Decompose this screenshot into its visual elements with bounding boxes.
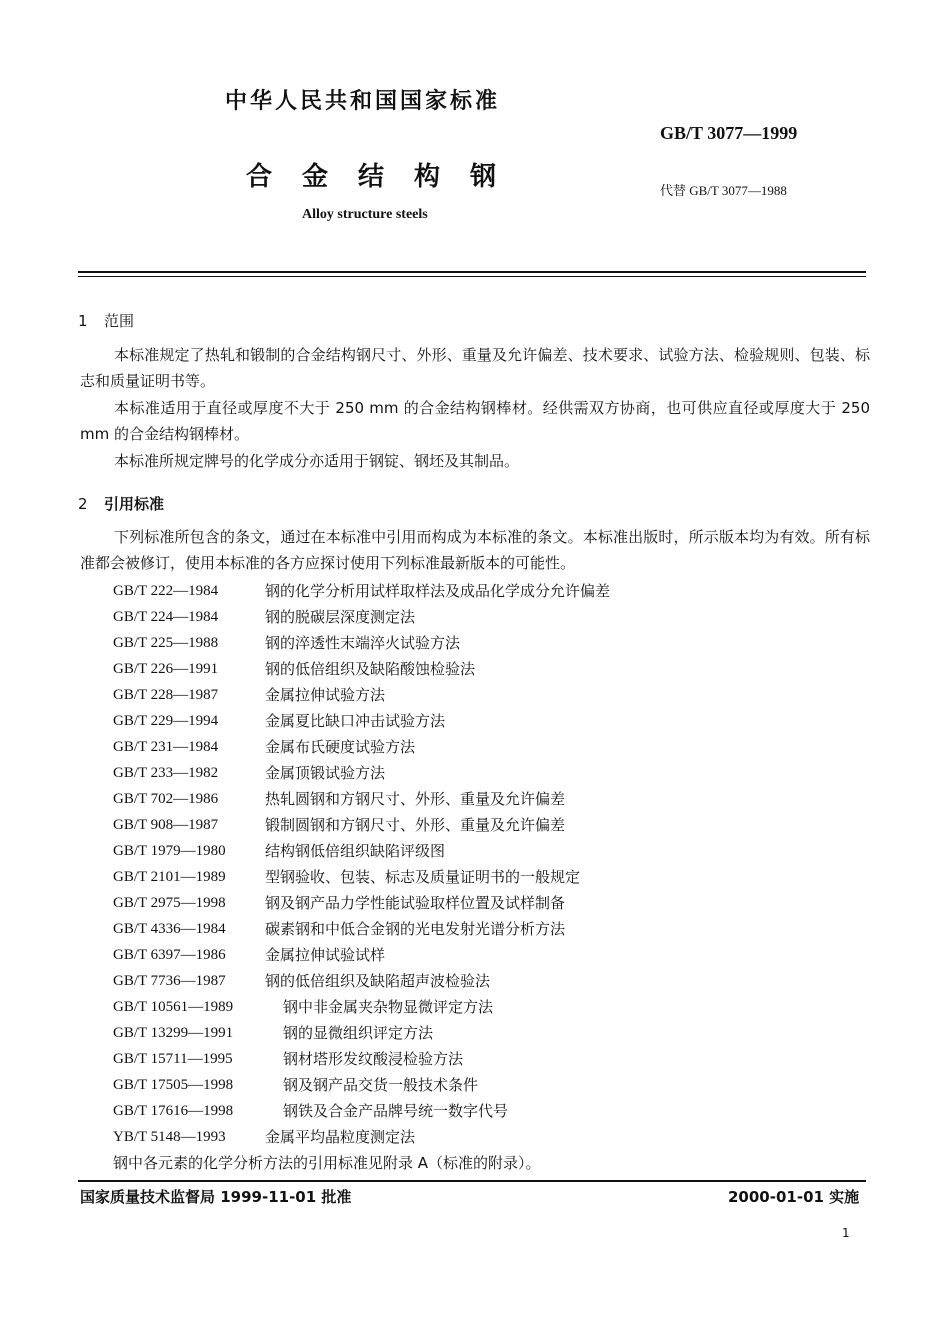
reference-item [113, 1124, 610, 1150]
reference-item [113, 942, 610, 968]
reference-title: 钢及钢产品交货一般技术条件 [283, 1076, 479, 1094]
reference-code: GB/T 702—1986 [113, 791, 219, 807]
reference-title: 钢中非金属夹杂物显微评定方法 [283, 998, 494, 1016]
effective-date: 2000-01-01 实施 [728, 1188, 860, 1206]
reference-code: GB/T 233—1982 [113, 765, 219, 781]
section-heading-scope [78, 310, 134, 331]
reference-item [113, 708, 610, 734]
reference-code: GB/T 2101—1989 [113, 869, 226, 885]
reference-item [113, 786, 610, 812]
reference-title: 型钢验收、包装、标志及质量证明书的一般规定 [265, 868, 581, 886]
reference-title: 金属平均晶粒度测定法 [265, 1128, 416, 1146]
reference-code: YB/T 5148—1993 [113, 1129, 226, 1145]
reference-title: 钢的低倍组织及缺陷酸蚀检验法 [265, 660, 476, 678]
reference-code: GB/T 228—1987 [113, 687, 219, 703]
reference-item [113, 682, 610, 708]
reference-code: GB/T 15711—1995 [113, 1051, 233, 1067]
reference-code: GB/T 7736—1987 [113, 973, 226, 989]
reference-title: 钢的脱碳层深度测定法 [265, 608, 416, 626]
reference-code: GB/T 10561—1989 [113, 999, 234, 1015]
reference-code: GB/T 17505—1998 [113, 1077, 234, 1093]
reference-item [113, 1072, 610, 1098]
reference-title: 钢的化学分析用试样取样法及成品化学成分允许偏差 [265, 582, 611, 600]
reference-code: GB/T 17616—1998 [113, 1103, 234, 1119]
reference-code: GB/T 224—1984 [113, 609, 219, 625]
section-number: 1 [78, 312, 88, 330]
reference-title: 金属顶锻试验方法 [265, 764, 386, 782]
header-divider-thick [78, 271, 866, 273]
document-title: 合金结构钢 [246, 162, 527, 192]
reference-code: GB/T 4336—1984 [113, 921, 226, 937]
reference-code: GB/T 222—1984 [113, 583, 219, 599]
reference-code: GB/T 231—1984 [113, 739, 219, 755]
references-note: 钢中各元素的化学分析方法的引用标准见附录 A（标准的附录）。 [113, 1154, 541, 1172]
reference-code: GB/T 13299—1991 [113, 1025, 234, 1041]
reference-code: GB/T 2975—1998 [113, 895, 226, 911]
footer-divider [78, 1180, 866, 1182]
reference-code: GB/T 6397—1986 [113, 947, 226, 963]
reference-title: 金属布氏硬度试验方法 [265, 738, 416, 756]
reference-code: GB/T 1979—1980 [113, 843, 226, 859]
reference-item [113, 890, 610, 916]
replaces-note: 代替 GB/T 3077—1988 [660, 183, 787, 198]
reference-title: 钢的显微组织评定方法 [283, 1024, 434, 1042]
header-divider-thin [78, 276, 866, 277]
reference-item [113, 656, 610, 682]
reference-item [113, 1098, 610, 1124]
approval-statement: 国家质量技术监督局 1999-11-01 批准 [80, 1188, 352, 1206]
issuing-country-title: 中华人民共和国国家标准 [225, 89, 501, 114]
page-number: 1 [842, 1226, 850, 1240]
reference-item [113, 760, 610, 786]
reference-title: 结构钢低倍组织缺陷评级图 [265, 842, 446, 860]
reference-title: 钢的低倍组织及缺陷超声波检验法 [265, 972, 491, 990]
reference-item [113, 578, 610, 604]
reference-title: 热轧圆钢和方钢尺寸、外形、重量及允许偏差 [265, 790, 566, 808]
section-title: 引用标准 [104, 495, 165, 513]
section-number: 2 [78, 495, 88, 513]
reference-title: 锻制圆钢和方钢尺寸、外形、重量及允许偏差 [265, 816, 566, 834]
reference-item [113, 604, 610, 630]
reference-title: 碳素钢和中低合金钢的光电发射光谱分析方法 [265, 920, 566, 938]
reference-code: GB/T 229—1994 [113, 713, 219, 729]
reference-item [113, 994, 610, 1020]
scope-paragraph-3: 本标准所规定牌号的化学成分亦适用于钢锭、钢坯及其制品。 [114, 452, 520, 470]
section-heading-references [78, 493, 164, 514]
scope-paragraph-2: 本标准适用于直径或厚度不大于 250 mm 的合金结构钢棒材。经供需双方协商，也可供应直径或厚度大于 250 mm 的合金结构钢棒材。 [80, 399, 870, 443]
section-title: 范围 [104, 312, 135, 330]
reference-item [113, 812, 610, 838]
reference-item [113, 864, 610, 890]
reference-item [113, 1020, 610, 1046]
reference-item [113, 630, 610, 656]
reference-item [113, 1046, 610, 1072]
reference-code: GB/T 226—1991 [113, 661, 219, 677]
reference-code: GB/T 908—1987 [113, 817, 219, 833]
reference-title: 金属夏比缺口冲击试验方法 [265, 712, 446, 730]
reference-title: 钢铁及合金产品牌号统一数字代号 [283, 1102, 509, 1120]
reference-code: GB/T 225—1988 [113, 635, 219, 651]
reference-title: 钢材塔形发纹酸浸检验方法 [283, 1050, 464, 1068]
reference-item [113, 838, 610, 864]
reference-item [113, 968, 610, 994]
reference-title: 金属拉伸试验方法 [265, 686, 386, 704]
reference-item [113, 916, 610, 942]
reference-item [113, 734, 610, 760]
reference-title: 钢及钢产品力学性能试验取样位置及试样制备 [265, 894, 566, 912]
standard-code: GB/T 3077—1999 [660, 123, 798, 143]
references-intro: 下列标准所包含的条文，通过在本标准中引用而构成为本标准的条文。本标准出版时，所示版本均为有效。所有标准都会被修订，使用本标准的各方应探讨使用下列标准最新版本的可能性。 [80, 528, 870, 572]
reference-list [113, 578, 610, 1150]
reference-title: 钢的淬透性末端淬火试验方法 [265, 634, 461, 652]
english-title: Alloy structure steels [302, 207, 428, 222]
reference-title: 金属拉伸试验试样 [265, 946, 386, 964]
scope-paragraph-1: 本标准规定了热轧和锻制的合金结构钢尺寸、外形、重量及允许偏差、技术要求、试验方法、检验规则、包装、标志和质量证明书等。 [80, 346, 870, 390]
